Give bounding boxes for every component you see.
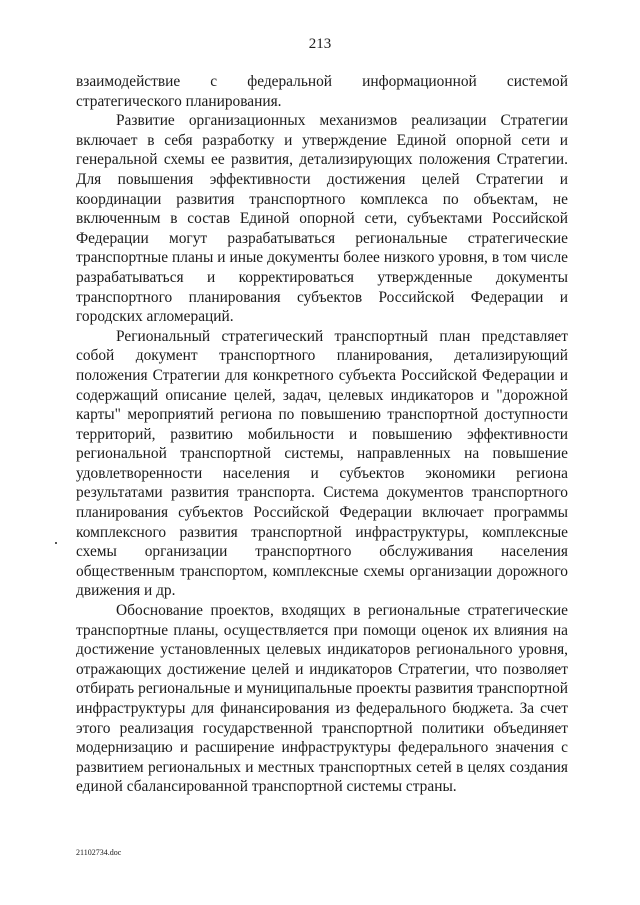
document-footer: 21102734.doc bbox=[76, 848, 122, 857]
margin-mark bbox=[55, 542, 57, 544]
paragraph-organizational-mechanisms: Развитие организационных механизмов реализации Стратегии включает в себя разработку и утверждение Единой опорной сети и генеральной схемы ее развития, детализирующих положения Стратегии. Для повышения эффективности достижения целей Стратегии и координации развития транспортного комплекса по объектам, не включенным в состав Единой опорной сети, субъектами Российской Федерации могут разрабатываться региональные стратегические транспортные планы и иные документы более низкого уровня, в том числе разрабатываться и корректироваться утвержденные документы транспортного планирования субъектов Российской Федерации и городских агломераций. bbox=[76, 112, 568, 326]
paragraph-project-justification: Обоснование проектов, входящих в региональные стратегические транспортные планы, осуществляется при помощи оценок их влияния на достижение установленных целевых индикаторов регионального уровня, отражающих достижение целей и индикаторов Стратегии, что позволяет отбирать региональные и муниципальные проекты развития транспортной инфраструктуры для финансирования из федерального бюджета. За счет этого реализация государственной транспортной политики объединяет модернизацию и расширение инфраструктуры федерального значения с развитием региональных и местных транспортных сетей в целях создания единой сбалансированной транспортной системы страны. bbox=[76, 602, 568, 796]
page-number: 213 bbox=[308, 36, 332, 52]
paragraph-continuation: взаимодействие с федеральной информационной системой стратегического планирования. bbox=[76, 73, 568, 110]
document-body bbox=[76, 72, 568, 797]
paragraph-regional-plan: Региональный стратегический транспортный план представляет собой документ транспортного планирования, детализирующий положения Стратегии для конкретного субъекта Российской Федерации и содержащий описание целей, задач, целевых индикаторов и "дорожной карты" мероприятий региона по повышению транспортной доступности территорий, развитию мобильности и повышению эффективности региональной транспортной системы, направленных на повышение удовлетворенности населения и субъектов экономики региона результатами развития транспорта. Система документов транспортного планирования субъектов Российской Федерации включает программы комплексного развития транспортной инфраструктуры, комплексные схемы организации транспортного обслуживания населения общественным транспортом, комплексные схемы организации дорожного движения и др. bbox=[76, 327, 568, 600]
